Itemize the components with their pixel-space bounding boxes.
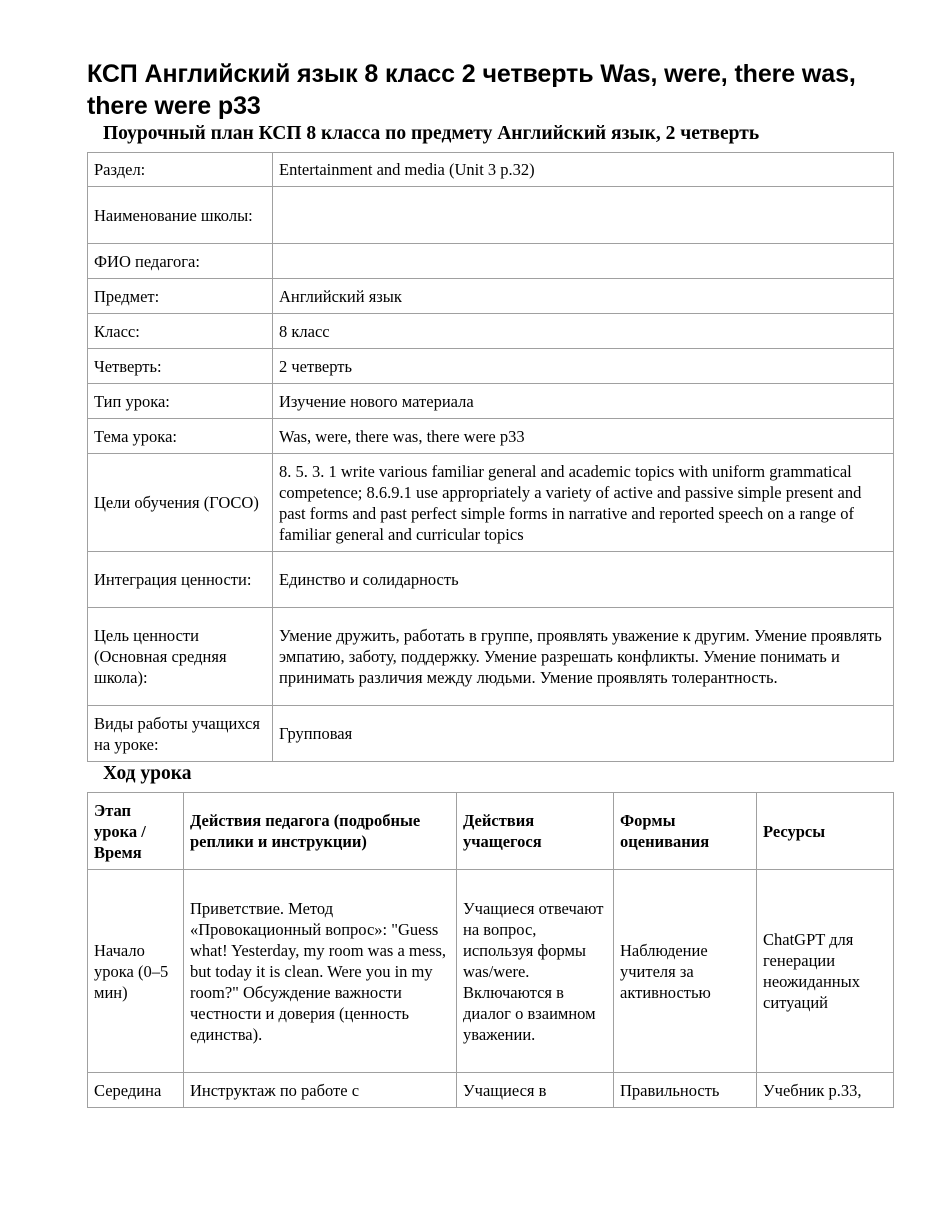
plan-row-section <box>88 153 894 187</box>
plan-value: Единство и солидарность <box>273 552 894 608</box>
header-student-actions: Действия учащегося <box>457 793 614 870</box>
plan-label: Цель ценности (Основная средняя школа): <box>88 608 273 706</box>
lesson-cell: Середина <box>88 1073 184 1108</box>
lesson-row <box>88 870 894 1073</box>
plan-label: Четверть: <box>88 349 273 384</box>
plan-value: Умение дружить, работать в группе, проявлять уважение к другим. Умение проявлять эмпатию, заботу, поддержку. Умение разрешать конфликты. Умение понимать и принимать различия между людьми. Умение проявлять толерантность. <box>273 608 894 706</box>
plan-row-teacher <box>88 244 894 279</box>
plan-row-work-types <box>88 706 894 762</box>
lesson-cell: Учебник р.33, <box>757 1073 894 1108</box>
plan-row-subject <box>88 279 894 314</box>
plan-value: Групповая <box>273 706 894 762</box>
plan-label: Тип урока: <box>88 384 273 419</box>
lesson-cell: Начало урока (0–5 мин) <box>88 870 184 1073</box>
lesson-heading: Ход урока <box>103 763 192 784</box>
plan-heading: Поурочный план КСП 8 класса по предмету Английский язык, 2 четверть <box>103 123 760 144</box>
plan-value <box>273 244 894 279</box>
plan-value: 8. 5. 3. 1 write various familiar general and academic topics with uniform grammatical competence; 8.6.9.1 use appropriately a variety of active and passive simple present and past forms and past perfect simple forms in narrative and reported speech on a range of familiar general and curricular topics <box>273 454 894 552</box>
lesson-cell: Инструктаж по работе с <box>184 1073 457 1108</box>
plan-label: ФИО педагога: <box>88 244 273 279</box>
header-teacher-actions: Действия педагога (подробные реплики и инструкции) <box>184 793 457 870</box>
plan-value <box>273 187 894 244</box>
document-title: КСП Английский язык 8 класс 2 четверть Was, were, there was, there were p33 <box>87 60 856 120</box>
plan-label: Интеграция ценности: <box>88 552 273 608</box>
plan-row-value-integration <box>88 552 894 608</box>
plan-row-lesson-type <box>88 384 894 419</box>
plan-value: Английский язык <box>273 279 894 314</box>
lesson-cell: Приветствие. Метод «Провокационный вопрос»: "Guess what! Yesterday, my room was a mess, but today it is clean. Were you in my room?" Обсуждение важности честности и доверия (ценность единства). <box>184 870 457 1073</box>
plan-row-school <box>88 187 894 244</box>
plan-value: Изучение нового материала <box>273 384 894 419</box>
plan-row-class <box>88 314 894 349</box>
header-stage: Этап урока / Время <box>88 793 184 870</box>
plan-row-topic <box>88 419 894 454</box>
plan-info-table <box>87 152 894 762</box>
plan-label: Виды работы учащихся на уроке: <box>88 706 273 762</box>
plan-label: Раздел: <box>88 153 273 187</box>
document-page <box>87 58 893 1108</box>
lesson-flow-table <box>87 792 894 1108</box>
lesson-cell: Учащиеся в <box>457 1073 614 1108</box>
plan-label: Класс: <box>88 314 273 349</box>
plan-value: Entertainment and media (Unit 3 p.32) <box>273 153 894 187</box>
plan-label: Наименование школы: <box>88 187 273 244</box>
plan-row-value-goal <box>88 608 894 706</box>
lesson-cell: Учащиеся отвечают на вопрос, используя формы was/were. Включаются в диалог о взаимном уважении. <box>457 870 614 1073</box>
plan-value: 8 класс <box>273 314 894 349</box>
lesson-cell: Правильность <box>614 1073 757 1108</box>
header-assessment: Формы оценивания <box>614 793 757 870</box>
lesson-row <box>88 1073 894 1108</box>
lesson-cell: ChatGPT для генерации неожиданных ситуаций <box>757 870 894 1073</box>
plan-label: Предмет: <box>88 279 273 314</box>
plan-label: Цели обучения (ГОСО) <box>88 454 273 552</box>
plan-label: Тема урока: <box>88 419 273 454</box>
plan-row-quarter <box>88 349 894 384</box>
plan-value: 2 четверть <box>273 349 894 384</box>
lesson-cell: Наблюдение учителя за активностью <box>614 870 757 1073</box>
header-resources: Ресурсы <box>757 793 894 870</box>
lesson-header-row <box>88 793 894 870</box>
plan-row-objectives <box>88 454 894 552</box>
plan-value: Was, were, there was, there were p33 <box>273 419 894 454</box>
